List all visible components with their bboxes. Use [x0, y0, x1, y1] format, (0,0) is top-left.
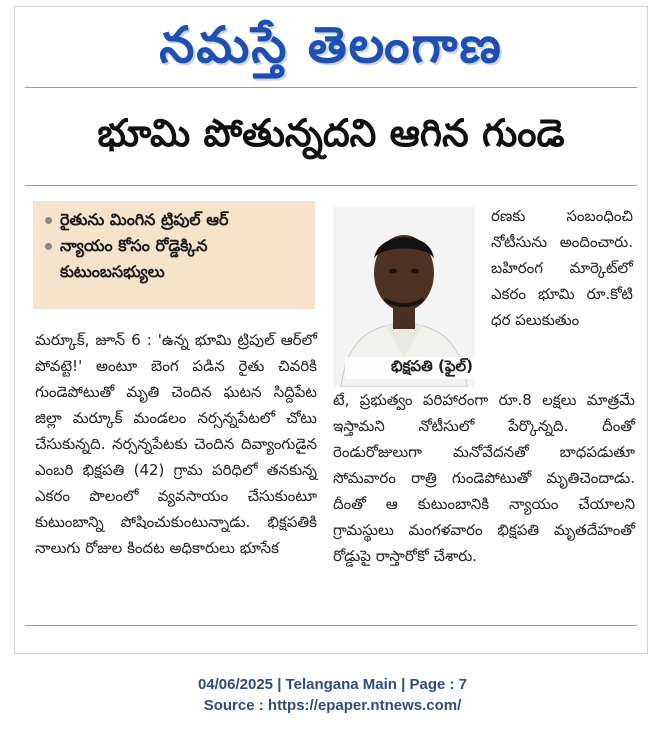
article-column-2-bottom: [333, 387, 635, 569]
divider: [25, 87, 637, 88]
divider: [25, 185, 637, 186]
bullet-icon: [45, 243, 52, 250]
bullet-icon: [45, 217, 52, 224]
highlight-item: [43, 233, 305, 285]
photo-caption: భిక్షపతి (ఫైల్): [345, 357, 477, 379]
divider: [25, 625, 637, 626]
headline: భూమి పోతున్నదని ఆగిన గుండె: [97, 111, 565, 155]
article-text: మర్కూక్, జూన్ 6 : 'ఉన్న భూమి ట్రిపుల్ ఆర్‌లో పోవట్టె!' అంటూ బెంగ పడిన రైతు చివరికి గుండెపోటుతో మృతి చెందిన ఘటన సిద్దిపేట జిల్లా మర్కూక్ మండలం నర్సన్నపేటలో చోటు చేసుకున్నది. నర్సన్నపేటకు చెందిన దివ్యాంగుడైన ఎంబరి భిక్షపతి (42) గ్రామ పరిధిలో తనకున్న ఎకరం పొలంలో వ్యవసాయం చేసుకుంటూ కుటుంబాన్ని పోషించుకుంటున్నాడు. భిక్షపతికి నాలుగు రోజుల కిందట అధికారులు భూసేక: [35, 331, 317, 557]
article-text: టే, ప్రభుత్వం పరిహారంగా రూ.8 లక్షలు మాత్రమే ఇస్తామని నోటీసులో పేర్కొన్నది. దీంతో రెండురోజులుగా మనోవేదనతో బాధపడుతూ సోమవారం రాత్రి గుండెపోటుతో మృతిచెందాడు. దీంతో ఆ కుటుంబానికి న్యాయం చేయాలని గ్రామస్థులు మంగళవారం భిక్షపతి మృతదేహంతో రోడ్డుపై రాస్తారోకో చేశారు.: [333, 391, 635, 565]
article-column-1: [35, 327, 317, 561]
article-text: రణకు సంబంధించి నోటీసును అందించారు. బహిరంగ మార్కెట్‌లో ఎకరం భూమి రూ.కోటి ధర పలుకుతుం: [491, 207, 633, 329]
newspaper-clipping: [14, 6, 648, 654]
masthead-title: నమస్తే తెలంగాణ: [159, 16, 503, 74]
highlight-text: న్యాయం కోసం రోడ్డెక్కిన కుటుంబసభ్యులు: [60, 236, 208, 281]
highlight-text: రైతును మింగిన ట్రిపుల్ ఆర్: [60, 210, 229, 229]
footer-source: Source : https://epaper.ntnews.com/: [203, 697, 462, 714]
masthead: [15, 7, 647, 85]
footer-edition-info: 04/06/2025 | Telangana Main | Page : 7: [197, 676, 468, 693]
article-column-2-top: [491, 203, 633, 333]
highlight-item: [43, 207, 305, 233]
highlights-box: [33, 201, 315, 309]
